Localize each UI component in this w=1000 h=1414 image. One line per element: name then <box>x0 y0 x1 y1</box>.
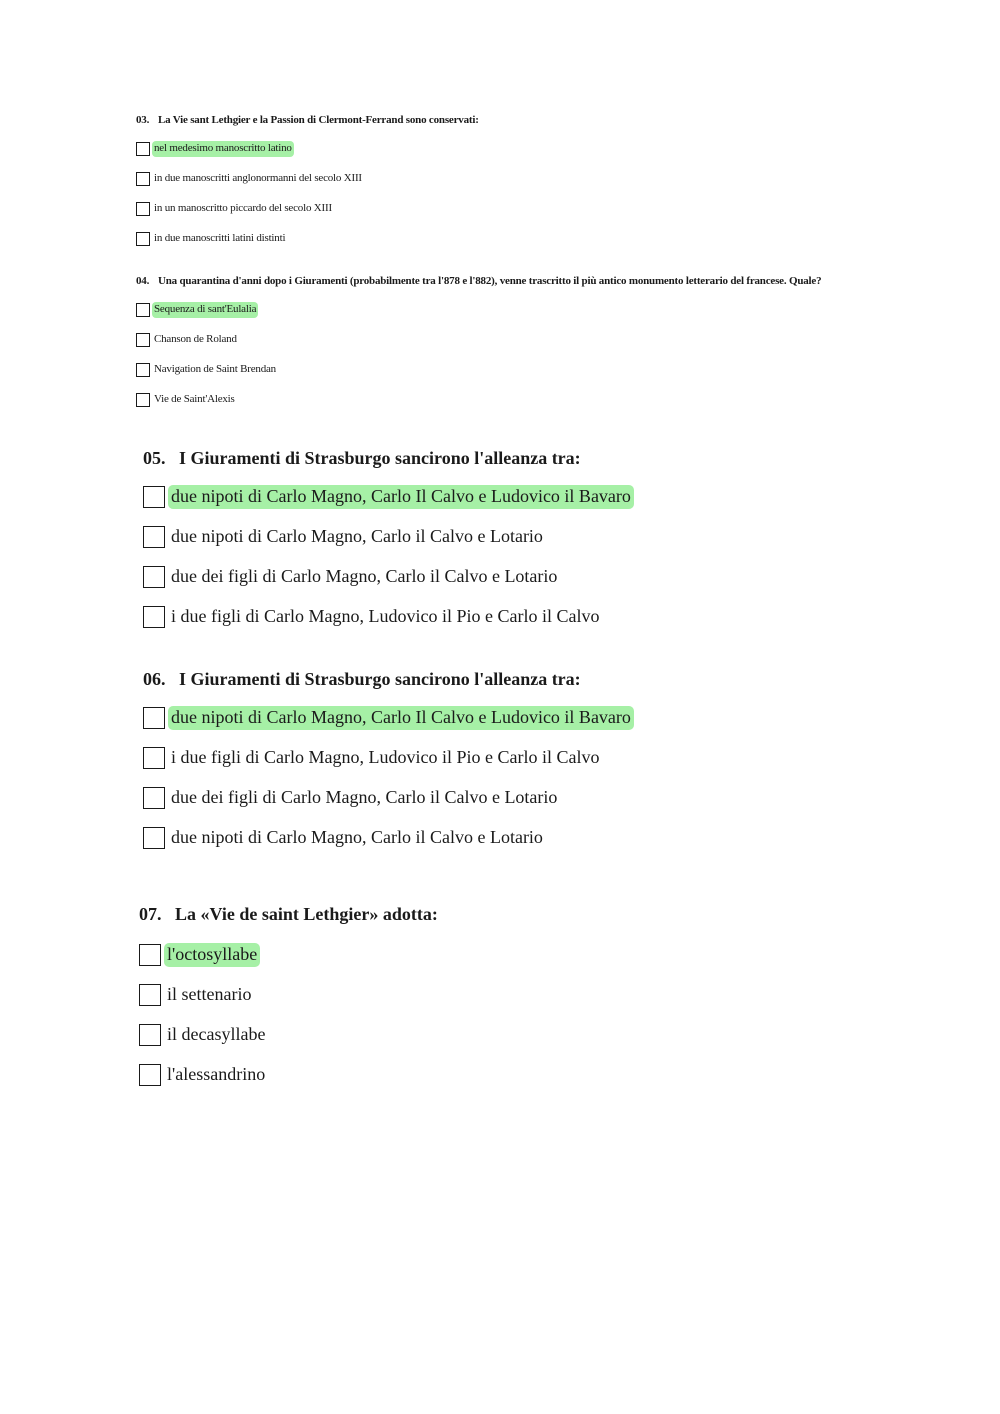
answer-checkbox[interactable] <box>136 303 150 317</box>
answer-label: il settenario <box>167 984 252 1005</box>
answer-option[interactable] <box>136 301 821 319</box>
question-03 <box>136 114 479 248</box>
answer-label: due nipoti di Carlo Magno, Carlo il Calvo e Lotario <box>171 526 543 547</box>
answer-label: due nipoti di Carlo Magno, Carlo Il Calvo e Ludovico il Bavaro <box>168 706 634 730</box>
question-04 <box>136 275 821 409</box>
answer-checkbox[interactable] <box>143 606 165 628</box>
answer-checkbox[interactable] <box>143 787 165 809</box>
answer-checkbox[interactable] <box>143 747 165 769</box>
answer-checkbox[interactable] <box>139 1024 161 1046</box>
question-number: 06. <box>143 669 166 689</box>
answer-checkbox[interactable] <box>136 363 150 377</box>
answer-label: nel medesimo manoscritto latino <box>152 141 294 156</box>
answer-option[interactable] <box>143 825 634 851</box>
question-number: 04. <box>136 275 150 287</box>
answer-label: Sequenza di sant'Eulalia <box>152 302 258 317</box>
answer-option[interactable] <box>136 331 821 349</box>
answer-option[interactable] <box>143 484 634 510</box>
answer-option[interactable] <box>139 1022 438 1048</box>
question-text: Una quarantina d'anni dopo i Giuramenti (probabilmente tra l'878 e l'882), venne trascritto il più antico monumento letterario del francese. Quale? <box>158 275 822 287</box>
answer-checkbox[interactable] <box>136 172 150 186</box>
question-text: La Vie sant Lethgier e la Passion di Clermont-Ferrand sono conservati: <box>158 114 479 126</box>
answer-label: due nipoti di Carlo Magno, Carlo Il Calvo e Ludovico il Bavaro <box>168 485 634 509</box>
question-number: 03. <box>136 114 150 126</box>
answer-checkbox[interactable] <box>136 333 150 347</box>
answer-option[interactable] <box>143 564 634 590</box>
answer-option[interactable] <box>139 982 438 1008</box>
answer-option[interactable] <box>143 785 634 811</box>
question-title <box>143 448 634 472</box>
answer-label: i due figli di Carlo Magno, Ludovico il Pio e Carlo il Calvo <box>171 606 600 627</box>
question-text: La «Vie de saint Lethgier» adotta: <box>175 904 438 924</box>
answer-label: due nipoti di Carlo Magno, Carlo il Calvo e Lotario <box>171 827 543 848</box>
answer-checkbox[interactable] <box>143 566 165 588</box>
answer-label: Vie de Saint'Alexis <box>154 393 235 406</box>
answer-checkbox[interactable] <box>136 202 150 216</box>
answer-option[interactable] <box>143 745 634 771</box>
answer-checkbox[interactable] <box>136 393 150 407</box>
answer-checkbox[interactable] <box>143 707 165 729</box>
answer-label: in due manoscritti anglonormanni del secolo XIII <box>154 172 362 185</box>
answer-option[interactable] <box>136 230 479 248</box>
answer-checkbox[interactable] <box>143 827 165 849</box>
answer-checkbox[interactable] <box>143 486 165 508</box>
answer-label: due dei figli di Carlo Magno, Carlo il Calvo e Lotario <box>171 787 558 808</box>
answer-option[interactable] <box>143 524 634 550</box>
answer-label: due dei figli di Carlo Magno, Carlo il Calvo e Lotario <box>171 566 558 587</box>
question-text: I Giuramenti di Strasburgo sancirono l'alleanza tra: <box>179 669 581 689</box>
question-title <box>136 114 479 132</box>
answer-label: Navigation de Saint Brendan <box>154 363 276 376</box>
question-title <box>143 669 634 693</box>
question-06 <box>143 669 634 851</box>
question-07 <box>139 904 438 1088</box>
answer-label: in due manoscritti latini distinti <box>154 232 286 245</box>
question-text: I Giuramenti di Strasburgo sancirono l'alleanza tra: <box>179 448 581 468</box>
answer-checkbox[interactable] <box>143 526 165 548</box>
answer-label: in un manoscritto piccardo del secolo XIII <box>154 202 332 215</box>
answer-option[interactable] <box>143 705 634 731</box>
answer-option[interactable] <box>139 942 438 968</box>
answer-option[interactable] <box>136 170 479 188</box>
answer-label: l'alessandrino <box>167 1064 266 1085</box>
answer-label: il decasyllabe <box>167 1024 266 1045</box>
answer-checkbox[interactable] <box>136 142 150 156</box>
answer-checkbox[interactable] <box>139 944 161 966</box>
answer-checkbox[interactable] <box>139 984 161 1006</box>
answer-option[interactable] <box>136 361 821 379</box>
answer-label: Chanson de Roland <box>154 333 237 346</box>
question-title <box>139 904 438 928</box>
answer-label: i due figli di Carlo Magno, Ludovico il Pio e Carlo il Calvo <box>171 747 600 768</box>
answer-option[interactable] <box>143 604 634 630</box>
question-number: 07. <box>139 904 162 924</box>
answer-option[interactable] <box>136 200 479 218</box>
answer-option[interactable] <box>136 140 479 158</box>
answer-checkbox[interactable] <box>136 232 150 246</box>
question-number: 05. <box>143 448 166 468</box>
answer-checkbox[interactable] <box>139 1064 161 1086</box>
answer-option[interactable] <box>139 1062 438 1088</box>
answer-label: l'octosyllabe <box>164 943 260 967</box>
question-05 <box>143 448 634 630</box>
answer-option[interactable] <box>136 391 821 409</box>
question-title <box>136 275 821 293</box>
